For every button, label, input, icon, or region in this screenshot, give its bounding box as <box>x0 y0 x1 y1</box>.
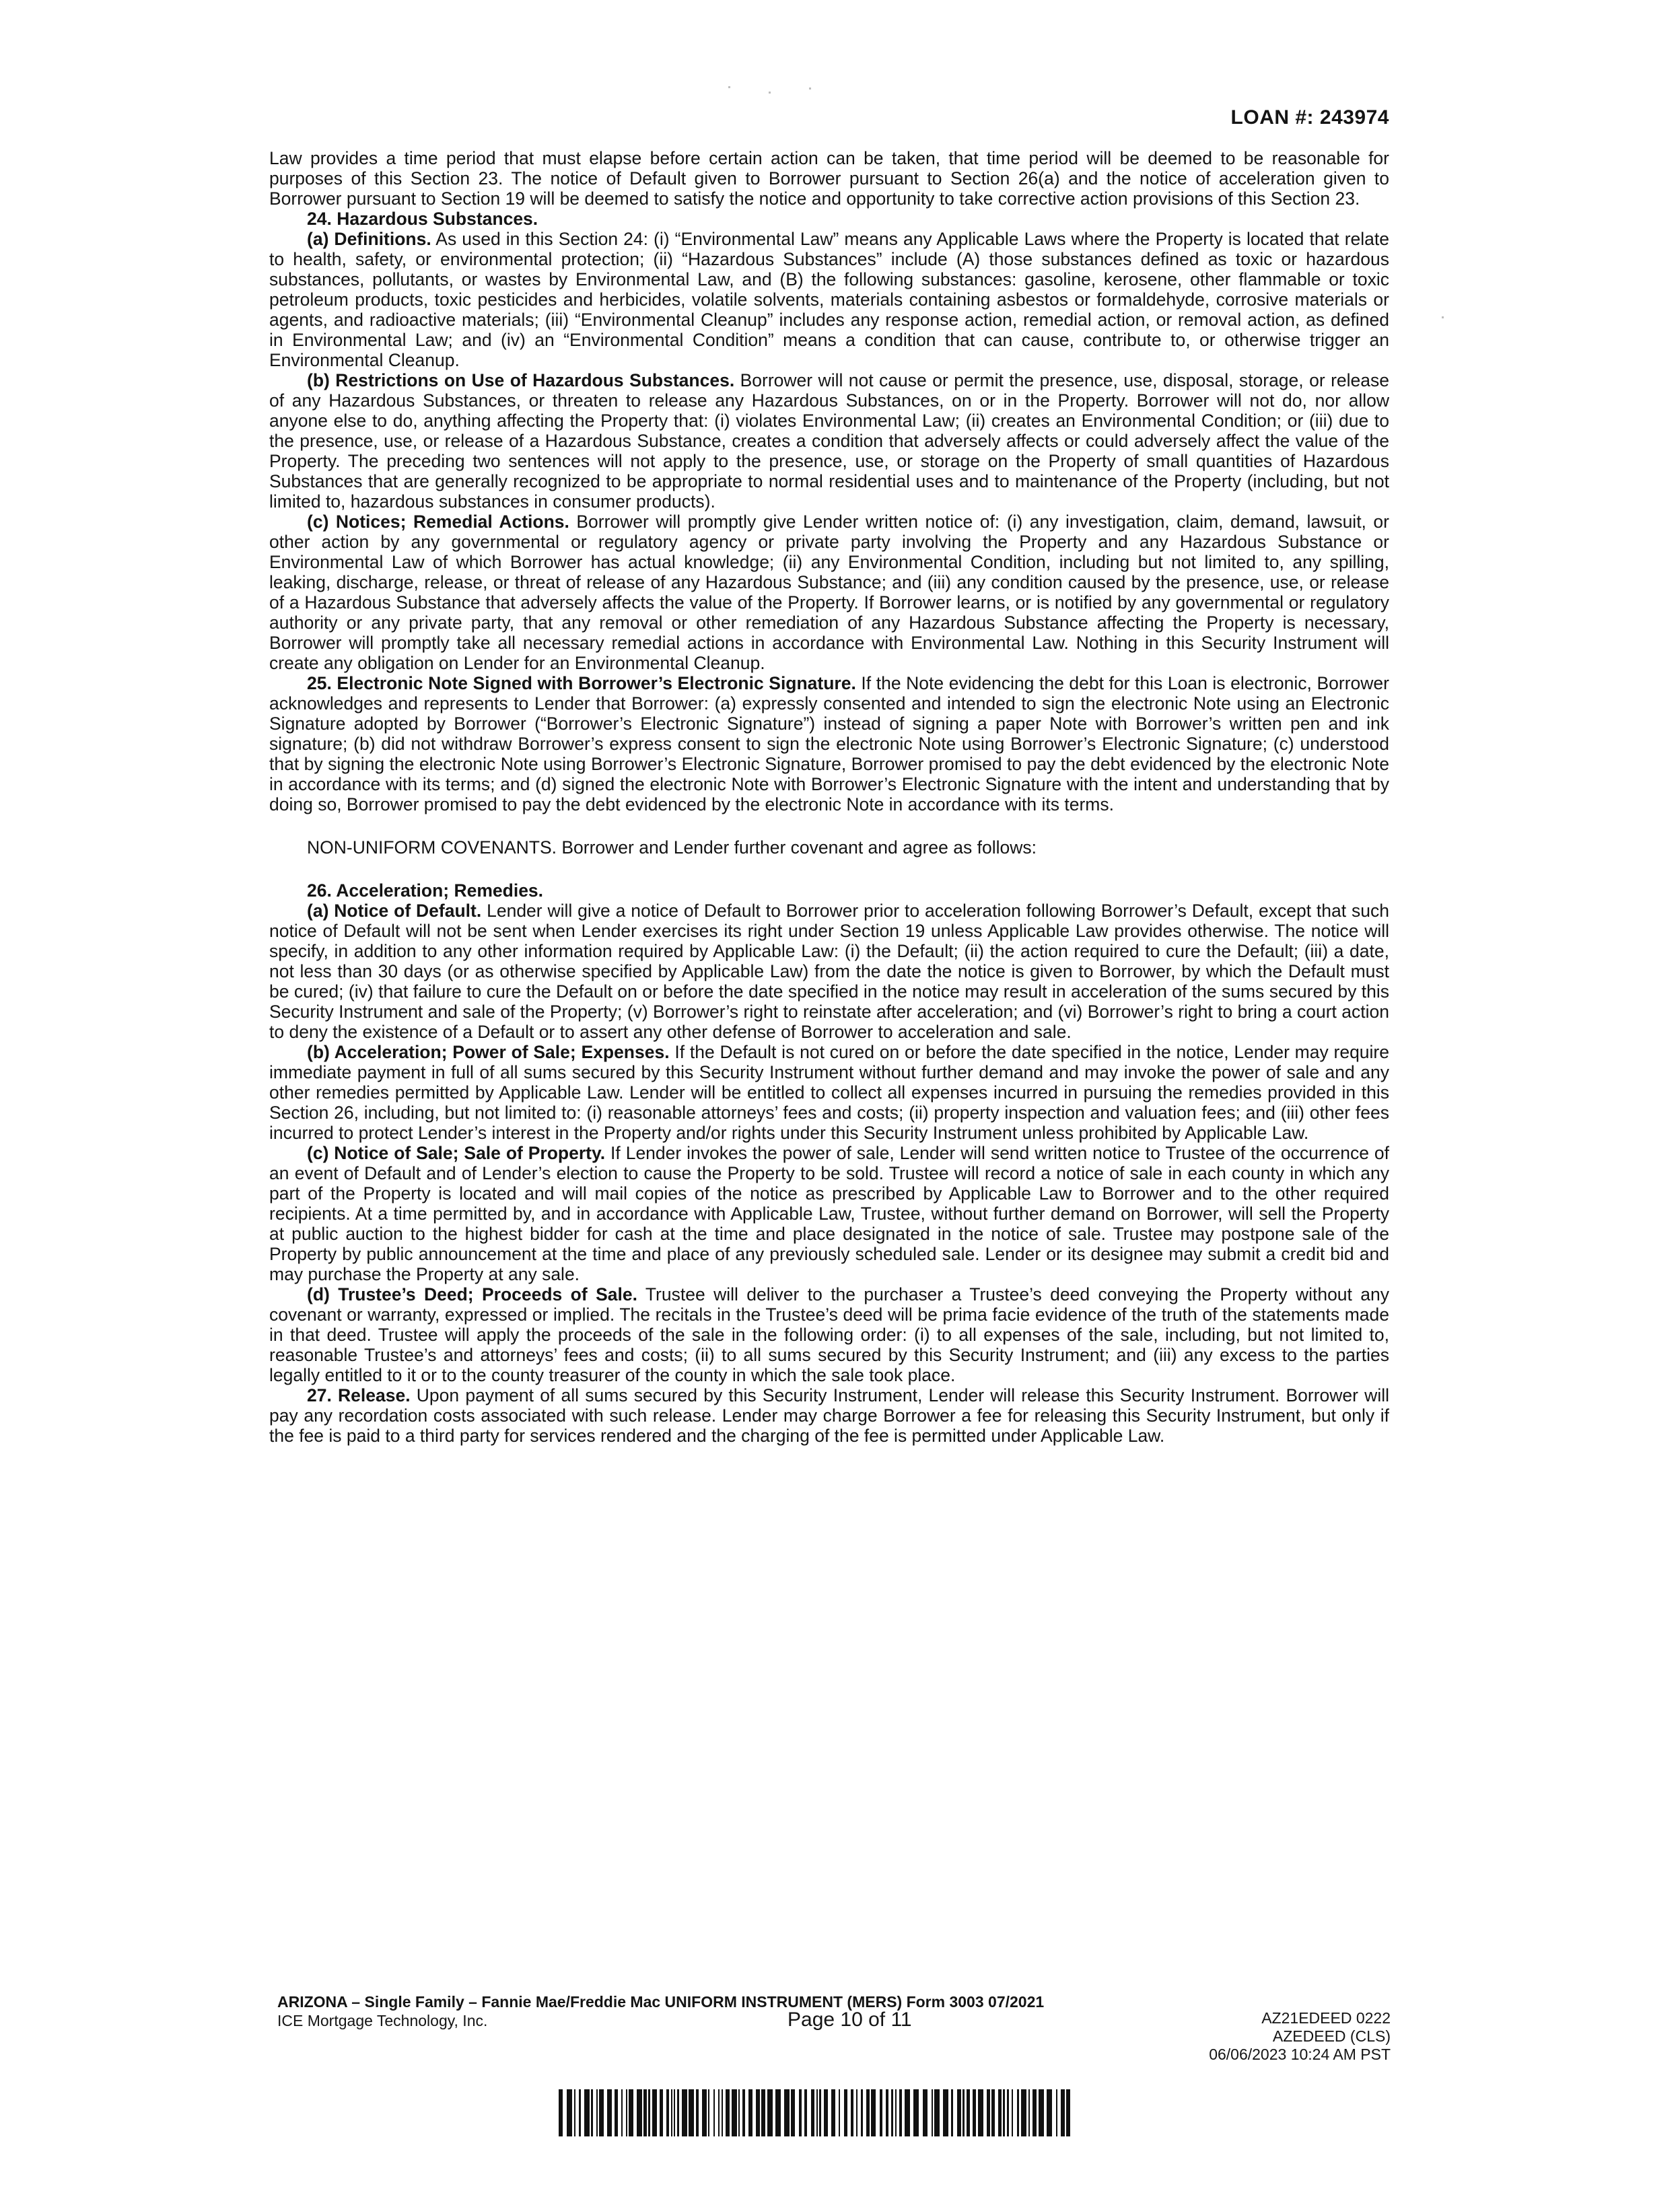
section-26b <box>269 1042 1389 1143</box>
footer-form-code-cls: AZEDEED (CLS) <box>1272 2027 1391 2045</box>
section-26b-text: If the Default is not cured on or before the date specified in the notice, Lender may require immediate payment in full of all sums secured by this Security Instrument without further demand and may invoke the power of sale and any other remedies permitted by Applicable Law. Lender will be entitled to collect all expenses incurred in pursuing the remedies provided in this Section 26, including, but not limited to: (i) reasonable attorneys’ fees and costs; (ii) property inspection and valuation fees; and (iii) other fees incurred to protect Lender’s interest in the Property and/or rights under this Security Instrument unless prohibited by Applicable Law. <box>269 1042 1389 1143</box>
section-24b-heading: (b) Restrictions on Use of Hazardous Substances. <box>307 370 735 390</box>
scan-speck <box>728 86 730 88</box>
section-26c-text: If Lender invokes the power of sale, Lender will send written notice to Trustee of the occurrence of an event of Default and of Lender’s election to cause the Property to be sold. Trustee will record a notice of sale in each county in which any part of the Property is located and will mail copies of the notice as prescribed by Applicable Law to Borrower and to the other required recipients. At a time permitted by, and in accordance with Applicable Law, Trustee, without further demand on Borrower, will sell the Property at public auction to the highest bidder for cash at the time and place designated in the notice of sale. Trustee may postpone sale of the Property by public announcement at the time and place of any previously scheduled sale. Lender or its designee may submit a credit bid and may purchase the Property at any sale. <box>269 1143 1389 1284</box>
section-26b-heading: (b) Acceleration; Power of Sale; Expenses. <box>307 1042 670 1062</box>
footer-form-info <box>277 1992 1044 2030</box>
section-25-text: If the Note evidencing the debt for this Loan is electronic, Borrower acknowledges and represents to Lender that Borrower: (a) expressly consented and intended to sign the electronic Note using an Electronic Signature adopted by Borrower (“Borrower’s Electronic Signature”) instead of signing a paper Note with Borrower’s written pen and ink signature; (b) did not withdraw Borrower’s express consent to sign the electronic Note using Borrower’s Electronic Signature; (c) understood that by signing the electronic Note using Borrower’s Electronic Signature, Borrower promised to pay the debt evidenced by the electronic Note in accordance with its terms; and (d) signed the electronic Note with Borrower’s Electronic Signature with the intent and understanding that by doing so, Borrower promised to pay the debt evidenced by the electronic Note in accordance with its terms. <box>269 673 1389 814</box>
section-24a-text: As used in this Section 24: (i) “Environmental Law” means any Applicable Laws where the Property is located that relate to health, safety, or environmental protection; (ii) “Hazardous Substances” include (A) those substances defined as toxic or hazardous substances, pollutants, or wastes by Environmental Law, and (B) the following substances: gasoline, kerosene, other flammable or toxic petroleum products, toxic pesticides and herbicides, volatile solvents, materials containing asbestos or formaldehyde, corrosive materials or agents, and radioactive materials; (iii) “Environmental Cleanup” includes any response action, remedial action, or removal action, as defined in Environmental Law; and (iv) an “Environmental Condition” means a condition that can cause, contribute to, or otherwise trigger an Environmental Cleanup. <box>269 229 1389 370</box>
scan-speck <box>1442 316 1444 318</box>
footer-codes <box>1209 2009 1391 2064</box>
section-26d-text: Trustee will deliver to the purchaser a Trustee’s deed conveying the Property without any covenant or warranty, expressed or implied. The recitals in the Trustee’s deed will be prima facie evidence of the truth of the statements made in that deed. Trustee will apply the proceeds of the sale in the following order: (i) to all expenses of the sale, including, but not limited to, reasonable Trustee’s and attorneys’ fees and costs; (ii) to all sums secured by this Security Instrument; and (iii) any excess to the parties legally entitled to it or to the county treasurer of the county in which the sale took place. <box>269 1284 1390 1385</box>
section-26a-text: Lender will give a notice of Default to Borrower prior to acceleration following Borrower’s Default, except that such notice of Default will not be sent when Lender exercises its right under Section 19 unless Applicable Law provides otherwise. The notice will specify, in addition to any other information required by Applicable Law: (i) the Default; (ii) the action required to cure the Default; (iii) a date, not less than 30 days (or as otherwise specified by Applicable Law) from the date the notice is given to Borrower, by which the Default must be cured; (iv) that failure to cure the Default on or before the date specified in the notice may result in acceleration of the sums secured by this Security Instrument and sale of the Property; (v) Borrower’s right to reinstate after acceleration; and (vi) Borrower’s right to bring a court action to deny the existence of a Default or to assert any other defense of Borrower to acceleration and sale. <box>269 901 1389 1042</box>
barcode-icon <box>559 2089 1070 2136</box>
footer-timestamp: 06/06/2023 10:24 AM PST <box>1209 2046 1391 2063</box>
section-24b <box>269 370 1389 512</box>
scan-speck <box>769 92 771 94</box>
section-26d-heading: (d) Trustee’s Deed; Proceeds of Sale. <box>307 1284 637 1304</box>
section-24c-heading: (c) Notices; Remedial Actions. <box>307 512 569 532</box>
loan-number: LOAN #: 243974 <box>1230 106 1389 129</box>
document-body <box>269 148 1389 1446</box>
section-27-text: Upon payment of all sums secured by this Security Instrument, Lender will release this Security Instrument. Borrower will pay any recordation costs associated with such release. Lender may charge Borrower a fee for releasing this Security Instrument, but only if the fee is paid to a third party for services rendered and the charging of the fee is permitted under Applicable Law. <box>269 1385 1389 1446</box>
section-23-continuation: Law provides a time period that must elapse before certain action can be taken, that time period will be deemed to be reasonable for purposes of this Section 23. The notice of Default given to Borrower pursuant to Section 26(a) and the notice of acceleration given to Borrower pursuant to Section 19 will be deemed to satisfy the notice and opportunity to take corrective action provisions of this Section 23. <box>269 148 1389 209</box>
section-27-heading: 27. Release. <box>307 1385 411 1405</box>
section-26c <box>269 1143 1389 1284</box>
section-26c-heading: (c) Notice of Sale; Sale of Property. <box>307 1143 606 1163</box>
footer-form-code: AZ21EDEED 0222 <box>1261 2009 1391 2027</box>
section-26-title: 26. Acceleration; Remedies. <box>307 880 544 901</box>
spacer <box>269 814 1389 837</box>
section-24c <box>269 512 1389 673</box>
section-24b-text: Borrower will not cause or permit the presence, use, disposal, storage, or release of any Hazardous Substances, or threaten to release any Hazardous Substances, on or in the Property. Borrower will not do, nor allow anyone else to do, anything affecting the Property that: (i) violates Environmental Law; (ii) creates an Environmental Condition; or (iii) due to the presence, use, or release of a Hazardous Substance, creates a condition that adversely affects or could adversely affect the value of the Property. The preceding two sentences will not apply to the presence, use, or storage on the Property of small quantities of Hazardous Substances that are generally recognized to be appropriate to normal residential uses and to maintenance of the Property (including, but not limited to, hazardous substances in consumer products). <box>269 370 1389 512</box>
section-26a <box>269 901 1389 1042</box>
section-25 <box>269 673 1389 814</box>
section-24-title: 24. Hazardous Substances. <box>307 209 538 229</box>
footer-form-line: ARIZONA – Single Family – Fannie Mae/Freddie Mac UNIFORM INSTRUMENT (MERS) Form 3003 07/2021 <box>277 1993 1045 2011</box>
spacer <box>269 858 1389 880</box>
section-27 <box>269 1385 1389 1446</box>
page-number: Page 10 of 11 <box>788 2009 912 2031</box>
section-26d <box>269 1284 1389 1385</box>
non-uniform-covenants: NON-UNIFORM COVENANTS. Borrower and Lender further covenant and agree as follows: <box>307 837 1037 858</box>
section-24c-text: Borrower will promptly give Lender written notice of: (i) any investigation, claim, demand, lawsuit, or other action by any governmental or regulatory agency or private party involving the Property and any Hazardous Substance or Environmental Law of which Borrower has actual knowledge; (ii) any Environmental Condition, including but not limited to, any spilling, leaking, discharge, release, or threat of release of any Hazardous Substance; and (iii) any condition caused by the presence, use, or release of a Hazardous Substance that adversely affects the value of the Property. If Borrower learns, or is notified by any governmental or regulatory authority or any private party, that any removal or other remediation of any Hazardous Substance affecting the Property is necessary, Borrower will promptly take all necessary remedial actions in accordance with Environmental Law. Nothing in this Security Instrument will create any obligation on Lender for an Environmental Cleanup. <box>269 512 1389 673</box>
section-24a-heading: (a) Definitions. <box>307 229 431 249</box>
footer-company: ICE Mortgage Technology, Inc. <box>277 2012 488 2029</box>
section-26a-heading: (a) Notice of Default. <box>307 901 482 921</box>
section-24a <box>269 229 1389 370</box>
section-25-heading: 25. Electronic Note Signed with Borrower’s Electronic Signature. <box>307 673 856 693</box>
scan-speck <box>809 88 811 90</box>
